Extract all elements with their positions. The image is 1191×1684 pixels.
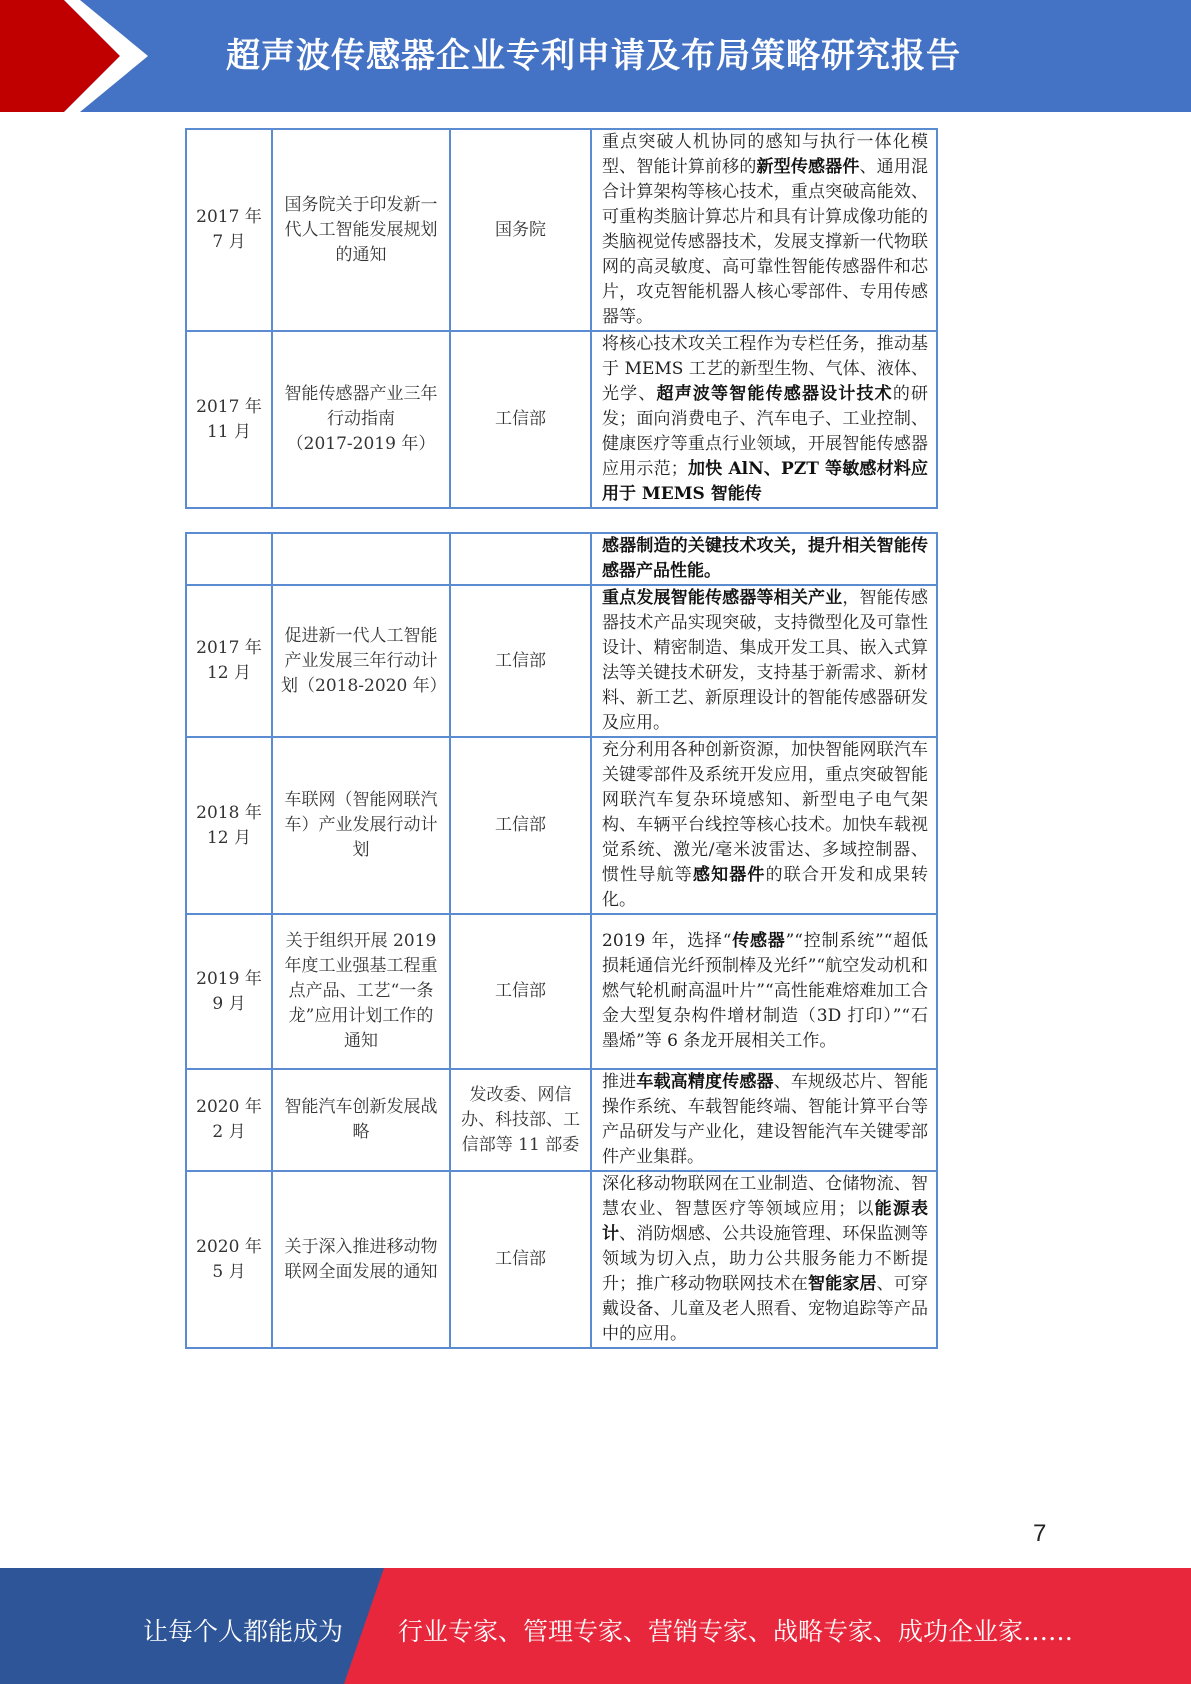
- issuing-department: 发改委、网信办、科技部、工信部等 11 部委: [450, 1069, 591, 1171]
- header-chevron-decoration: [0, 0, 160, 112]
- content-text: 、通用混合计算架构等核心技术，重点突破高能效、可重构类脑计算芯片和具有计算成像功能的类脑视觉传感器技术，发展支撑新一代物联网的高灵敏度、高可靠性智能传感器件和芯片，攻克智能机器人核心零部件、专用传感器等。: [602, 157, 928, 327]
- release-date: [186, 1069, 272, 1171]
- date-text: 2020 年 2 月: [196, 1097, 262, 1142]
- date-text: 2017 年 11 月: [196, 396, 262, 442]
- policy-content: [591, 129, 937, 331]
- content-text: 充分利用各种创新资源，加快智能网联汽车关键零部件及系统开发应用，重点突破智能网联汽车复杂环境感知、新型电子电气架构、车辆平台线控等核心技术。加快车载视觉系统、激光/毫米波雷达、多域控制器、惯性导航等: [602, 740, 928, 885]
- content-text: 的联合开发和成果转化。: [602, 865, 929, 910]
- emphasis-text: 传感器: [731, 931, 786, 951]
- release-date: [186, 914, 272, 1069]
- issuing-department: 工信部: [450, 1171, 591, 1348]
- release-date: [186, 129, 272, 331]
- content-text: ，智能传感器技术产品实现突破，支持微型化及可靠性设计、精密制造、集成开发工具、嵌入式算法等关键技术研发，支持基于新需求、新材料、新工艺、新原理设计的智能传感器研发及应用。: [602, 588, 929, 733]
- release-date: [186, 331, 272, 508]
- page-number: 7: [1033, 1520, 1047, 1547]
- emphasis-text: 感知器件: [692, 865, 766, 885]
- content-text: 重点突破人机协同的感知与执行一体化模型、智能计算前移的: [602, 132, 928, 177]
- emphasis-text: 加快 AlN、PZT 等敏感材料应用于 MEMS 智能传: [602, 459, 928, 504]
- page-footer: [0, 1568, 1191, 1684]
- policy-name-text: 智能传感器产业三年行动指南 （2017-2019 年）: [284, 384, 438, 454]
- table-row: [186, 737, 937, 914]
- issuing-department: 工信部: [450, 737, 591, 914]
- content-text: 推进: [602, 1072, 637, 1092]
- policy-content: [591, 331, 937, 508]
- emphasis-text: 感器制造的关键技术攻关，提升相关智能传感器产品性能。: [602, 536, 928, 581]
- policy-name: [272, 331, 450, 508]
- table-row: [186, 585, 937, 737]
- policy-name: 关于组织开展 2019 年度工业强基工程重点产品、工艺“一条龙”应用计划工作的通知: [272, 914, 450, 1069]
- footer-slogan-left: 让每个人都能成为: [143, 1617, 344, 1646]
- content-text: 、车规级芯片、智能操作系统、车载智能终端、智能计算平台等产品研发与产业化，建设智能汽车关键零部件产业集群。: [602, 1072, 929, 1167]
- emphasis-text: 超声波等智能传感器设计技术: [656, 384, 893, 404]
- emphasis-text: 重点发展智能传感器等相关产业: [602, 588, 843, 608]
- issuing-department: 工信部: [450, 331, 591, 508]
- policy-name: 关于深入推进移动物联网全面发展的通知: [272, 1171, 450, 1348]
- date-text: 2017 年 12 月: [196, 638, 262, 683]
- release-date: [186, 585, 272, 737]
- content-text: 深化移动物联网在工业制造、仓储物流、智慧农业、智慧医疗等领域应用；以: [602, 1174, 928, 1219]
- footer-slogan-right: 行业专家、管理专家、营销专家、战略专家、成功企业家……: [398, 1617, 1074, 1646]
- content-text: 、消防烟感、公共设施管理、环保监测等领域为切入点，助力公共服务能力不断提升；推广移动物联网技术在: [602, 1224, 929, 1294]
- policy-content: [591, 1171, 937, 1348]
- policy-name: 促进新一代人工智能产业发展三年行动计划（2018-2020 年）: [272, 585, 450, 737]
- table-row: [186, 1171, 937, 1348]
- content-text: 将核心技术攻关工程作为专栏任务，推动基于 MEMS 工艺的新型生物、气体、液体、光学、: [602, 334, 928, 404]
- policy-table-top: [185, 128, 938, 509]
- policy-content: [591, 914, 937, 1069]
- date-text: 2017 年 7 月: [196, 207, 262, 252]
- table-row: [186, 914, 937, 1069]
- issuing-department: 国务院: [450, 129, 591, 331]
- report-title: 超声波传感器企业专利申请及布局策略研究报告: [226, 36, 961, 76]
- date-text: 2018 年 12 月: [196, 802, 262, 848]
- policy-content: [591, 533, 937, 585]
- issuing-department: [450, 533, 591, 585]
- emphasis-text: 能源表计: [602, 1199, 929, 1244]
- release-date: [186, 1171, 272, 1348]
- release-date: [186, 737, 272, 914]
- policy-table-continued: [185, 532, 938, 1349]
- release-date: [186, 533, 272, 585]
- content-text: 2019 年，选择“: [602, 931, 732, 951]
- emphasis-text: 车载高精度传感器: [636, 1072, 774, 1092]
- policy-content: [591, 1069, 937, 1171]
- issuing-department: 工信部: [450, 585, 591, 737]
- policy-name: 智能汽车创新发展战略: [272, 1069, 450, 1171]
- table-row: [186, 331, 937, 508]
- content-text: 的研发；面向消费电子、汽车电子、工业控制、健康医疗等重点行业领域，开展智能传感器应用示范；: [602, 384, 929, 479]
- policy-name: 车联网（智能网联汽车）产业发展行动计划: [272, 737, 450, 914]
- content-text: ”“控制系统”“超低损耗通信光纤预制棒及光纤”“航空发动机和燃气轮机耐高温叶片”“高性能难熔难加工合金大型复杂构件增材制造（3D 打印）”“石墨烯”等 6 条龙开展相关工作。: [602, 931, 929, 1051]
- policy-name: [272, 533, 450, 585]
- page-header: [0, 0, 1191, 112]
- emphasis-text: 新型传感器件: [756, 157, 860, 177]
- table-row: [186, 533, 937, 585]
- date-text: 2019 年 9 月: [196, 968, 262, 1014]
- table-row: [186, 129, 937, 331]
- content-text: 、可穿戴设备、儿童及老人照看、宠物追踪等产品中的应用。: [602, 1274, 929, 1344]
- issuing-department: 工信部: [450, 914, 591, 1069]
- date-text: 2020 年 5 月: [196, 1236, 262, 1282]
- policy-content: [591, 585, 937, 737]
- table-row: [186, 1069, 937, 1171]
- policy-content: [591, 737, 937, 914]
- emphasis-text: 智能家居: [808, 1274, 877, 1294]
- policy-name: 国务院关于印发新一代人工智能发展规划的通知: [272, 129, 450, 331]
